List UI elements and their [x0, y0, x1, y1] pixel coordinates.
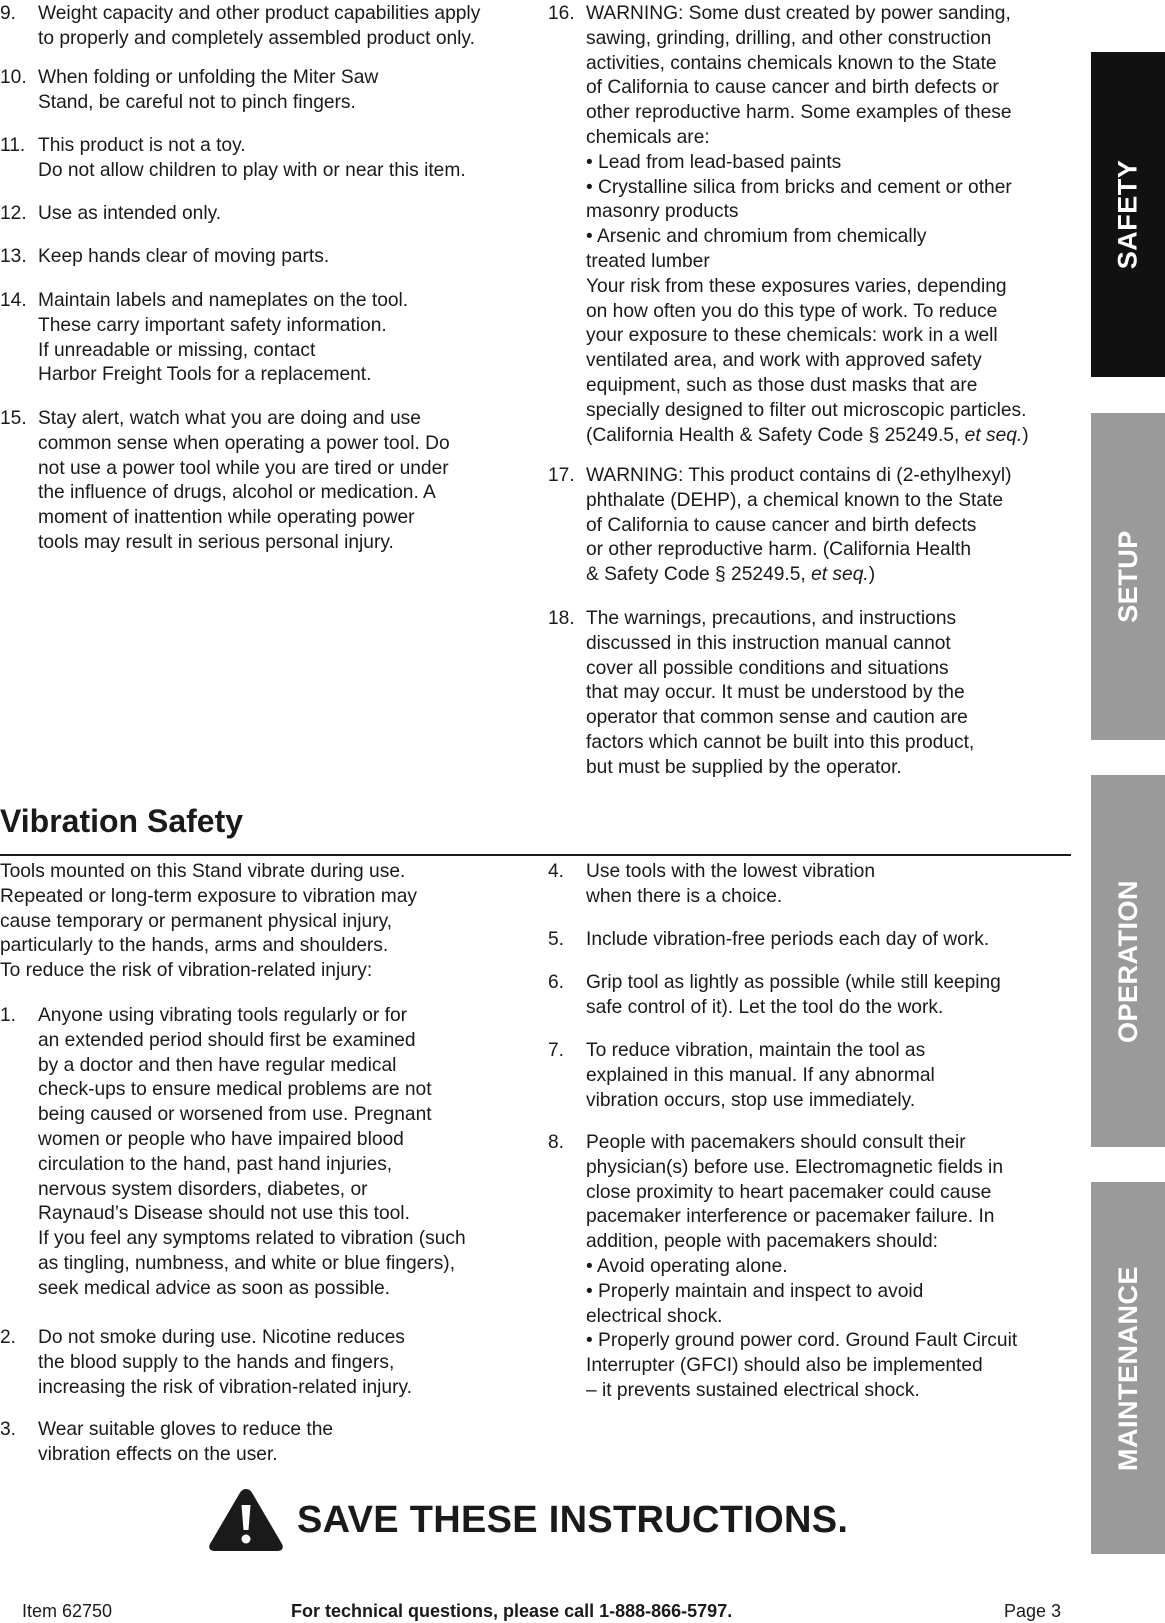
- save-instructions-banner: [207, 1487, 848, 1553]
- item-text: Keep hands clear of moving parts.: [38, 246, 330, 267]
- item-text: Maintain labels and nameplates on the tool. These carry important safety information. If unreadable or missing, contact Harbor Freight Tools for a replacement.: [38, 290, 409, 386]
- safety-item-10: [0, 66, 530, 116]
- item-number: 16.: [548, 3, 575, 24]
- item-number: 13.: [0, 246, 27, 267]
- vibration-intro: Tools mounted on this Stand vibrate during use. Repeated or long-term exposure to vibration may cause temporary or permanent physical injury, particularly to the hands, arms and shoulders. To reduce the risk of vibration-related injury:: [0, 861, 418, 982]
- vibration-item-7: [548, 1039, 1083, 1113]
- item-number: 10.: [0, 67, 27, 88]
- item-text: The warnings, precautions, and instructions discussed in this instruction manual cannot cover all possible conditions and situations that may occur. It must be understood by the operator that common sense and caution are factors which cannot be built into this product, but must be supplied by the operator.: [586, 608, 975, 778]
- item-text: Include vibration-free periods each day of work.: [586, 929, 990, 950]
- footer-item-number: Item 62750: [22, 1601, 113, 1621]
- vibration-item-3: [0, 1418, 530, 1468]
- safety-item-11: [0, 134, 530, 184]
- vibration-item-5: [548, 928, 1083, 953]
- footer-page-number: Page 3: [1004, 1601, 1062, 1621]
- safety-item-18: [548, 607, 1083, 781]
- item-number: 4.: [548, 861, 565, 882]
- vibration-item-8: [548, 1131, 1083, 1404]
- item-text: WARNING: This product contains di (2-ethylhexyl) phthalate (DEHP), a chemical known to the State of California to cause cancer and birth defects or other reproductive harm. (California Health & Safety Code § 25249.5, et seq.): [586, 465, 1012, 586]
- item-number: 7.: [548, 1040, 565, 1061]
- safety-item-12: [0, 202, 530, 227]
- item-number: 12.: [0, 203, 27, 224]
- vibration-item-2: [0, 1326, 530, 1400]
- tab-operation[interactable]: [1091, 775, 1165, 1147]
- item-text: Anyone using vibrating tools regularly or for an extended period should first be examined by a doctor and then have regular medical check-ups to ensure medical problems are not being caused or worsened from use. Pregnant women or people who have impaired blood circulation to the hand, past hand injuries, nervous system disorders, diabetes, or Raynaud’s Disease should not use this tool. If you feel any symptoms related to vibration (such as tingling, numbness, and white or blue fingers), seek medical advice as soon as possible.: [38, 1005, 466, 1299]
- item-number: 5.: [548, 929, 565, 950]
- item-text: Use tools with the lowest vibration when there is a choice.: [586, 861, 876, 907]
- item-text: Stay alert, watch what you are doing and use common sense when operating a power tool. Do not use a power tool while you are tired or under the influence of drugs, alcohol or medication. A moment of inattention while operating power tools may result in serious personal injury.: [38, 408, 450, 553]
- item-text: Do not smoke during use. Nicotine reduces the blood supply to the hands and fingers, increasing the risk of vibration-related injury.: [38, 1327, 412, 1398]
- tab-setup[interactable]: [1091, 413, 1165, 740]
- tab-maintenance[interactable]: [1091, 1182, 1165, 1554]
- footer-support-line: For technical questions, please call 1-888-866-5797.: [291, 1601, 733, 1621]
- item-number: 17.: [548, 465, 575, 486]
- vibration-item-4: [548, 860, 1083, 910]
- item-number: 14.: [0, 290, 27, 311]
- item-number: 9.: [0, 3, 17, 24]
- item-number: 6.: [548, 972, 565, 993]
- item-text: People with pacemakers should consult their physician(s) before use. Electromagnetic fields in close proximity to heart pacemaker could cause pacemaker interference or pacemaker failure. In addition, people with pacemakers should: • Avoid operating alone. • Properly maintain and inspect to avoid electrical shock. • Properly ground power cord. Ground Fault Circuit Interrupter (GFCI) should also be implemented – it prevents sustained electrical shock.: [586, 1132, 1018, 1401]
- item-number: 15.: [0, 408, 27, 429]
- item-text: Grip tool as lightly as possible (while still keeping safe control of it). Let the tool do the work.: [586, 972, 1001, 1018]
- tab-label: MAINTENANCE: [1112, 1265, 1143, 1471]
- item-text: WARNING: Some dust created by power sanding, sawing, grinding, drilling, and other construction activities, contains chemicals known to the State of California to cause cancer and birth defects or other reproductive harm. Some examples of these chemicals are: • Lead from lead-based paints • Crystalline silica from bricks and cement or other masonry products • Arsenic and chromium from chemically treated lumber Your risk from these exposures varies, depending on how often you do this type of work. To reduce your exposure to these chemicals: work in a well ventilated area, and work with approved safety equipment, such as those dust masks that are specially designed to filter out microscopic particles. (California Health & Safety Code § 25249.5, et seq.): [586, 3, 1029, 446]
- item-number: 3.: [0, 1419, 17, 1440]
- safety-item-17: [548, 464, 1083, 588]
- vibration-item-6: [548, 971, 1083, 1021]
- item-number: 11.: [0, 135, 26, 156]
- tab-safety[interactable]: [1091, 52, 1165, 377]
- item-text: When folding or unfolding the Miter Saw Stand, be careful not to pinch fingers.: [38, 67, 379, 113]
- tab-label: OPERATION: [1112, 879, 1143, 1043]
- item-text: Use as intended only.: [38, 203, 222, 224]
- item-number: 2.: [0, 1327, 17, 1348]
- tab-label: SETUP: [1112, 530, 1143, 623]
- section-divider: [0, 854, 1071, 856]
- safety-item-13: [0, 245, 530, 270]
- item-number: 1.: [0, 1005, 17, 1026]
- safety-item-14: [0, 289, 530, 388]
- safety-item-16: [548, 2, 1083, 448]
- section-heading: Vibration Safety: [0, 803, 244, 839]
- item-text: Weight capacity and other product capabilities apply to properly and completely assembled product only.: [38, 3, 481, 49]
- item-number: 8.: [548, 1132, 565, 1153]
- item-text: To reduce vibration, maintain the tool as explained in this manual. If any abnormal vibration occurs, stop use immediately.: [586, 1040, 935, 1111]
- item-text: Wear suitable gloves to reduce the vibration effects on the user.: [38, 1419, 334, 1465]
- save-instructions-text: SAVE THESE INSTRUCTIONS.: [297, 1498, 849, 1541]
- vibration-item-1: [0, 1004, 530, 1302]
- warning-icon: [207, 1487, 285, 1553]
- item-number: 18.: [548, 608, 575, 629]
- safety-item-15: [0, 407, 530, 556]
- tab-label: SAFETY: [1112, 159, 1143, 270]
- safety-item-9: [0, 2, 530, 52]
- item-text: This product is not a toy. Do not allow children to play with or near this item.: [38, 135, 466, 181]
